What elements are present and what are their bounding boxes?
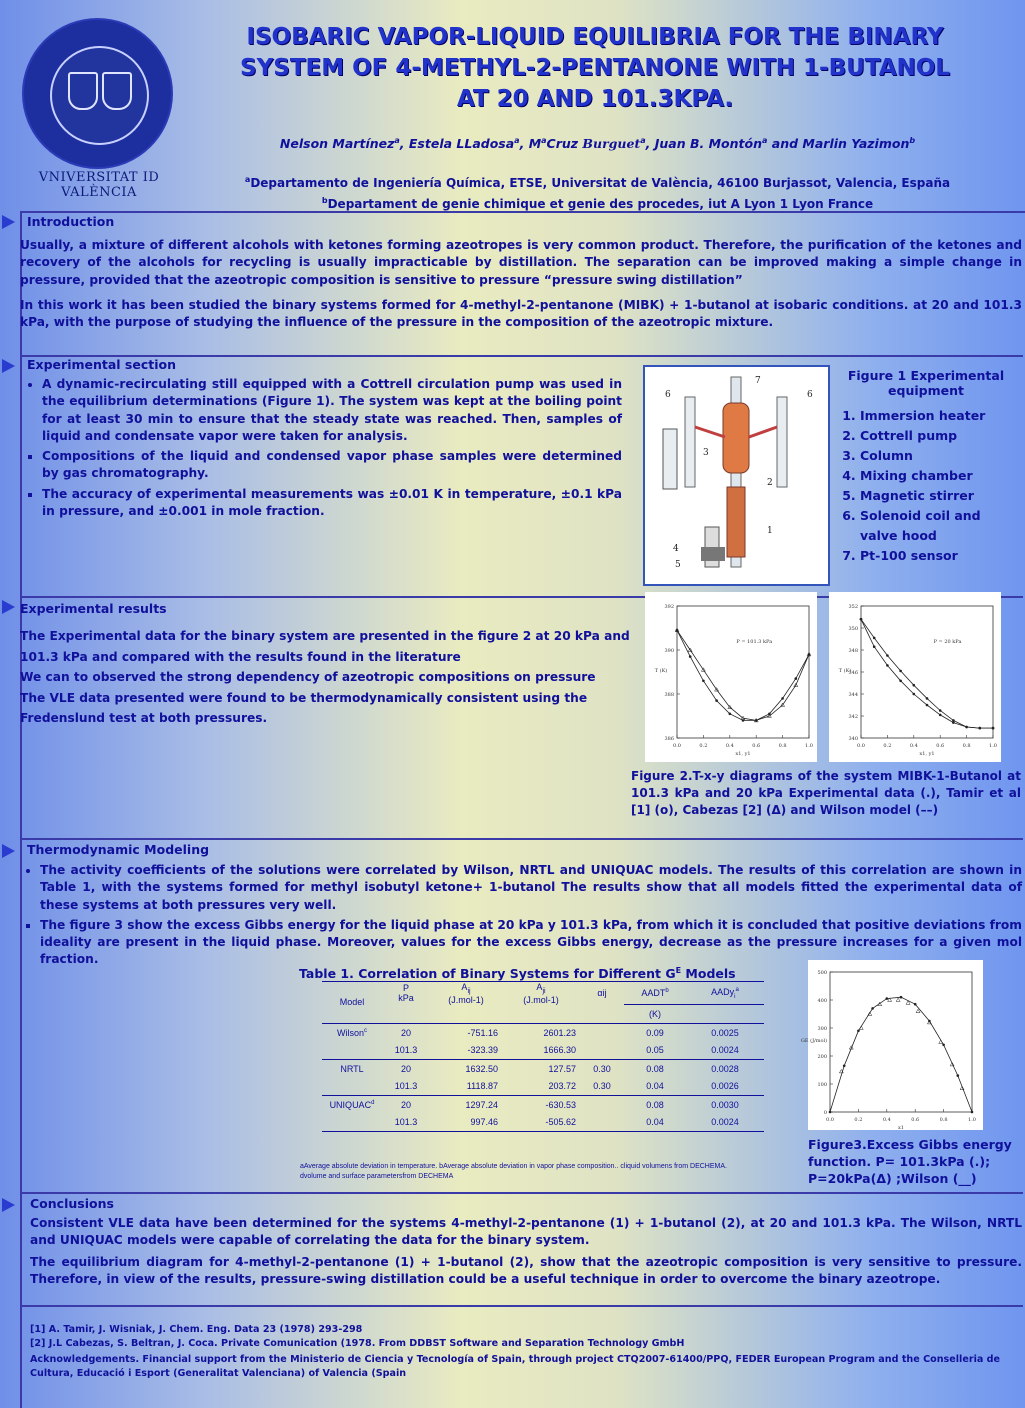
diagram-label: 1 [767,526,773,536]
section-arrow-icon [2,600,15,614]
y-tick-label: 386 [664,736,674,742]
list-item: ▪ Compositions of the liquid and condensed vapor phase samples were determined by gas chromatography. [42,448,622,483]
y-tick-label: 200 [817,1054,827,1060]
table-header-aji: $A_{ji}$ (J.mol-1) [502,982,580,1005]
data-point [899,680,902,683]
list-item: 7. Pt-100 sensor [860,546,1016,566]
x-tick-label: 0.6 [936,743,945,749]
section-arrow-icon [2,1198,15,1212]
diagram-label: 6 [807,390,813,400]
diagram-label: 2 [767,478,773,488]
data-point [689,655,692,658]
diagram-label: 7 [755,376,761,386]
list-item: 6. Solenoid coil and valve hood [860,506,1016,546]
reference-item: [2] J.L Cabezas, S. Beltran, J. Coca. Private Comunication (1978. From DDBST Software and Separation Technology GmbH [30,1338,685,1349]
y-tick-label: 388 [664,692,674,698]
y-tick-label: 400 [817,998,827,1004]
results-line: The VLE data presented were found to be thermodynamically consistent using the Fredenslund test at both pressures. [20,690,588,725]
x-tick-label: 0.8 [778,743,787,749]
title-line-3: AT 20 AND 101.3KPA. [456,86,734,112]
list-item: 1. Immersion heater [860,406,1016,426]
data-point [939,709,942,712]
list-item: 5. Magnetic stirrer [860,486,1016,506]
series-line [861,619,993,728]
introduction-p2: In this work it has been studied the binary systems formed for 4-methyl-2-pentanone (MIBK) + 1-butanol at isobaric conditions. at 20 and 101.3 kPa, with the purpose of studying the influence of the pressure in the composition of the azeotropic mixture. [20,298,1022,330]
y-tick-label: 500 [817,970,827,976]
data-point [914,1003,917,1006]
data-point [886,997,889,1000]
data-point [979,727,982,730]
table-row: 101.3 -323.39 1666.30 0.05 0.0024 [322,1041,764,1059]
seal-emblem [50,46,149,145]
conclusions-title: Conclusions [30,1196,114,1211]
table-row: 101.3 997.46 -505.62 0.04 0.0024 [322,1113,764,1131]
data-point [965,726,968,729]
data-point [873,637,876,640]
x-tick-label: 1.0 [968,1117,976,1123]
y-tick-label: 100 [817,1082,827,1088]
conclusions-p2: The equilibrium diagram for 4-methyl-2-pentanone (1) + 1-butanol (2), show that the azeotropic composition is very sensitive to pressure. Therefore, in view of the results, pressure-swing distillation could be a useful technique in order to overcome the binary azeotrope. [30,1255,1022,1287]
y-tick-label: 346 [848,670,858,676]
shield-right-icon [102,72,132,110]
data-point [900,996,903,999]
x-tick-label: 0.4 [725,743,734,749]
data-point [913,693,916,696]
affiliation-a: $^a$Departamento de Ingeniería Química, ETSE, Universitat de València, 46100 Burjassot, Valencia, España [244,175,951,190]
data-point [795,677,798,680]
title-line-1: ISOBARIC VAPOR-LIQUID EQUILIBRIA FOR THE BINARY [246,24,944,50]
y-axis-label: T (K) [654,668,668,674]
x-axis-label: x1, y1 [919,751,935,757]
reference-item: [1] A. Tamir, J. Wisniak, J. Chem. Eng. Data 23 (1978) 293-298 [30,1324,363,1335]
equipment-diagram [643,365,830,586]
table-header-p: P kPa [382,982,430,1005]
x-tick-label: 0.0 [826,1117,834,1123]
data-point [939,714,942,717]
table-row: Wilson$^c$ 20 -751.16 2601.23 0.09 0.0025 [322,1023,764,1041]
data-point [957,1074,960,1077]
chart-20kpa-svg [829,592,1001,762]
data-point [857,1030,860,1033]
list-item: ▪ The figure 3 show the excess Gibbs energy for the liquid phase at 20 kPa y 101.3 kPa, from which it is concluded that positive deviations from ideality are present in the liquid phase. Moreover, values for the excess Gibbs energy, decrease as the pressure increases for a given mol fraction. [40,917,1022,969]
y-tick-label: 392 [664,604,674,610]
list-item: 4. Mixing chamber [860,466,1016,486]
plot-frame [830,972,972,1112]
table-header-aady: AADy$_i^a$ [686,982,764,1005]
table-header-aadt-unit: (K) [649,1009,661,1020]
data-point [926,697,929,700]
divider-3 [20,838,1023,840]
diagram-label: 3 [703,448,709,458]
plot-frame [861,606,993,738]
chart-20kpa [829,592,1001,762]
y-tick-label: 300 [817,1026,827,1032]
experimental-section-title: Experimental section [27,357,176,372]
data-point [829,1111,832,1114]
y-tick-label: 344 [848,692,858,698]
introduction-title: Introduction [27,214,115,229]
data-point [942,1044,945,1047]
x-tick-label: 1.0 [989,743,997,749]
acknowledgements: Acknowledgements. Financial support from the Ministerio de Ciencia y Tecnología of Spain, through project CTQ2007-61400/PPQ, FEDER European Program and the Conselleria de Cultura, Educació i Esport (Generalitat Valenciana) of Valencia (Spain [30,1354,1001,1379]
university-seal-logo [22,18,173,169]
data-point [843,1065,846,1068]
data-point [926,704,929,707]
references [30,1323,1020,1381]
data-point [913,684,916,687]
x-tick-label: 0.4 [909,743,918,749]
x-tick-label: 0.2 [883,743,892,749]
chart-101kpa [645,592,817,762]
data-point [729,713,732,716]
x-axis-label: x1 [897,1125,905,1131]
x-tick-label: 0.0 [857,743,865,749]
divider-4 [20,1192,1023,1194]
figure1-caption: Figure 1 Experimental equipment [847,368,1005,398]
list-item: ▪ The accuracy of experimental measurements was ±0.01 K in temperature, ±0.1 kPa in pressure, and ±0.001 in mole fraction. [42,486,622,521]
table-row: UNIQUAC$^d$ 20 1297.24 -630.53 0.08 0.0030 [329,1099,739,1110]
table-header-model: Model [322,982,382,1024]
table-footnote: aAverage absolute deviation in temperature. bAverage absolute deviation in vapor phase composition.. cliquid volumens from DECHEMA. dvolume and surface parametersfrom DECHEMA [300,1163,727,1180]
poster-title [180,22,1010,115]
list-item: • A dynamic-recirculating still equipped with a Cottrell circulation pump was used in the equilibrium determinations (Figure 1). The system was kept at the boiling point for at least 30 min to ensure that the steady state was reached. Then, samples of liquid and condensate vapor were taken for analysis. [42,376,622,445]
list-item: 2. Cottrell pump [860,426,1016,446]
diagram-label: 6 [665,390,671,400]
x-tick-label: 0.8 [939,1117,948,1123]
x-tick-label: 0.2 [854,1117,863,1123]
experimental-results-text [20,626,640,729]
data-point [886,664,889,667]
x-tick-label: 0.8 [962,743,971,749]
diagram-label: 5 [675,560,681,570]
figure2-caption: Figure 2.T-x-y diagrams of the system MIBK-1-Butanol at 101.3 kPa and 20 kPa Experimental data (.), Tamir et al [1] (o), Cabezas [2] (Δ) and Wilson model (––) [631,769,1021,818]
y-tick-label: 342 [848,714,858,720]
y-tick-label: 0 [823,1110,827,1116]
chart-title: P = 101.3 kPa [736,638,773,645]
section-arrow-icon [2,215,15,229]
chart-excess-gibbs [800,960,983,1131]
data-point [871,1007,874,1010]
table-header-aij: $A_{ij}$ (J.mol-1) [430,982,502,1005]
x-tick-label: 0.6 [911,1117,920,1123]
chart-excess-gibbs-svg [800,960,983,1131]
divider-5 [20,1305,1023,1307]
results-line: The Experimental data for the binary system are presented in the figure 2 at 20 kPa and 101.3 kPa and compared with the results found in the literature [20,629,630,664]
x-axis-label: x1, y1 [735,751,751,757]
y-tick-label: 390 [664,648,674,654]
table-header-aadt: AADT$^b$ [624,982,686,1005]
authors: Nelson Martínez$^a$, Estela LLadosa$^a$, $M^aCruz$ Burguet$^a$, Juan B. Montón$^a$ and Marlin Yazimon$^b$ [279,136,916,152]
x-tick-label: 1.0 [805,743,813,749]
experimental-results-title: Experimental results [20,601,167,616]
data-point [952,721,955,724]
data-point [781,697,784,700]
university-name: VNIVERSITAT ID VALÈNCIA [38,170,160,200]
thermo-title: Thermodynamic Modeling [27,842,210,857]
series-line [861,619,993,728]
data-point [715,699,718,702]
affiliation-b: $^b$Departament de genie chimique et genie des procedes, iut A Lyon 1 Lyon France [321,196,874,211]
title-line-2: SYSTEM OF 4-METHYL-2-PENTANONE WITH 1-BUTANOL [240,55,950,81]
shield-left-icon [68,72,98,110]
equipment-legend [836,368,1016,566]
chart-101kpa-svg [645,592,817,762]
experimental-bullets [22,376,622,523]
conclusions-p1: Consistent VLE data have been determined for the systems 4-methyl-2-pentanone (1) + 1-butanol (2), at 20 and 101.3 kPa. The Wilson, NRTL and UNIQUAC models were capable of correlating the data for the binary system. [30,1216,1022,1248]
results-line: We can to observed the strong dependency of azeotropic compositions on pressure [20,670,596,684]
x-tick-label: 0.2 [699,743,708,749]
section-arrow-icon [2,359,15,373]
x-tick-label: 0.0 [673,743,681,749]
correlation-table [322,981,764,1132]
thermo-bullets [20,862,1022,972]
data-point [971,1111,974,1114]
data-point [702,680,705,683]
figure3-caption: Figure3.Excess Gibbs energy function. P= 101.3kPa (.); P=20kPa(Δ) ;Wilson (__) [808,1137,1012,1187]
y-tick-label: 350 [848,626,858,632]
x-tick-label: 0.4 [882,1117,891,1123]
table1-title: Table 1. Correlation of Binary Systems for Different $G^E$ Models [299,966,736,982]
y-tick-label: 340 [848,736,858,742]
y-axis-label: GE (J/mol) [800,1038,828,1044]
table-header-alpha: αij [580,982,624,1005]
data-point [873,645,876,648]
series-line [830,997,972,1112]
still-apparatus-svg [645,367,828,584]
data-point [886,654,889,657]
data-point [860,618,863,621]
table-row: NRTL 20 1632.50 127.57 0.30 0.08 0.0028 [340,1063,739,1074]
list-item: • The activity coefficients of the solutions were correlated by Wilson, NRTL and UNIQUAC models. The results of this correlation are shown in Table 1, with the systems formed for methyl isobutyl ketone+ 1-butanol The results show that all models fitted the experimental data of these systems at both pressures very well. [40,862,1022,914]
list-item: 3. Column [860,446,1016,466]
data-point [899,670,902,673]
y-tick-label: 348 [848,648,858,654]
data-point [896,998,900,1002]
affiliations [180,171,1015,213]
table-row: 101.3 1118.87 203.72 0.30 0.04 0.0026 [322,1077,764,1095]
data-point [992,727,995,730]
y-tick-label: 352 [848,604,858,610]
chart-title: P = 20 kPa [933,638,962,645]
y-axis-label: T (K) [838,668,852,674]
diagram-label: 4 [673,544,679,554]
x-tick-label: 0.6 [752,743,761,749]
introduction-p1: Usually, a mixture of different alcohols with ketones forming azeotropes is very common product. Therefore, the purification of the ketones and recovery of the alcohols for recycling is usually impracticable by distillation. The separation can be improved making a simple change in pressure, provided that the azeotropic composition is sensitive to pressure “pressure swing distillation” [20,238,1022,287]
section-arrow-icon [2,844,15,858]
